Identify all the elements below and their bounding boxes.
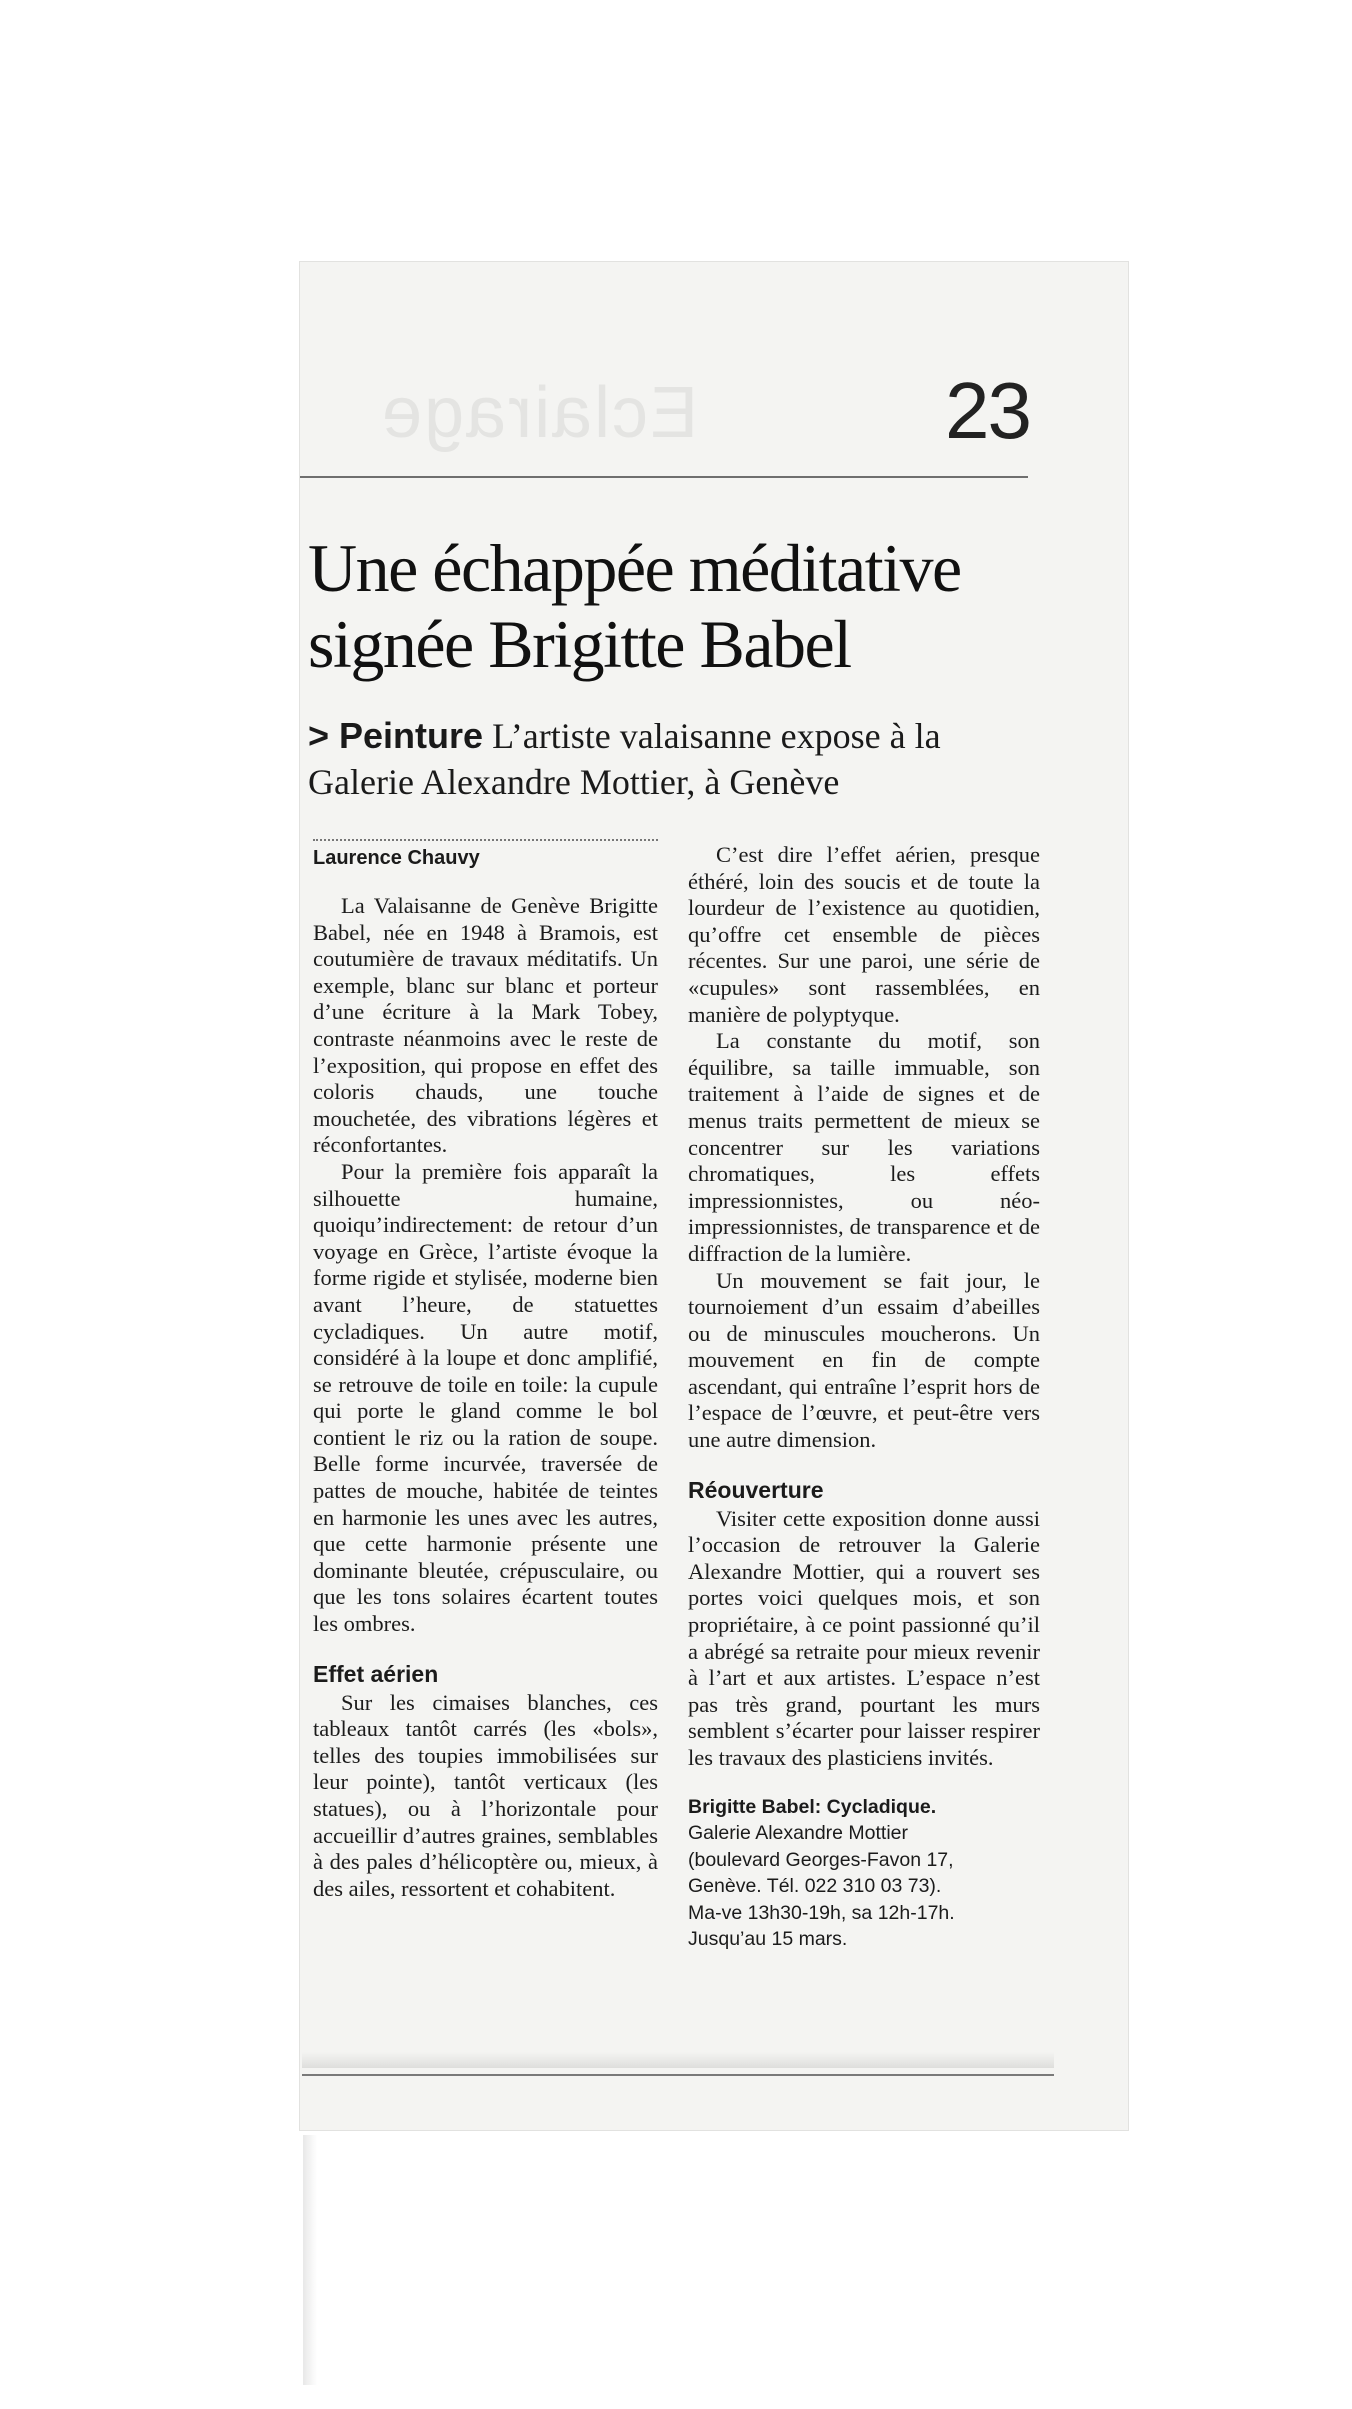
- info-phone: Genève. Tél. 022 310 03 73).: [688, 1875, 942, 1898]
- deck-text: L’artiste valaisanne expose à la Galerie Alexandre Mottier, à Genève: [308, 716, 941, 802]
- article-headline: Une échappée méditative signée Brigitte Babel: [308, 530, 961, 682]
- paragraph: La Valaisanne de Genève Brigitte Babel, née en 1948 à Bramois, est coutumière de travaux méditatifs. Un exemple, blanc sur blanc et porteur d’une écriture à la Mark Tobey, contraste néanmoins avec le reste de l’exposition, qui propose en effet des coloris chauds, une touche mouchetée, des vibrations légères et réconfortantes.: [313, 893, 658, 1158]
- info-end-date: Jusqu’au 15 mars.: [688, 1928, 848, 1951]
- section-header-bleedthrough: Eclairage: [380, 373, 699, 453]
- paragraph: Un mouvement se fait jour, le tournoiement d’un essaim d’abeilles ou de minuscules moucherons. Un mouvement en fin de compte ascendant, qui entraîne l’esprit hors de l’espace de l’œuvre, et peut-être vers une autre dimension.: [688, 1267, 1040, 1453]
- bottom-scan-shadow: [302, 2052, 1054, 2068]
- newspaper-clipping: [300, 262, 1128, 2130]
- subheading: Effet aérien: [313, 1660, 439, 1687]
- info-address: (boulevard Georges-Favon 17,: [688, 1848, 954, 1871]
- scan-edge: [303, 2135, 317, 2385]
- info-title: Brigitte Babel: Cycladique.: [688, 1795, 937, 1818]
- top-divider: [300, 476, 1028, 478]
- paragraph: Pour la première fois apparaît la silhouette humaine, quoiqu’indirectement: de retour d’un voyage en Grèce, l’artiste évoque la forme rigide et stylisée, moderne bien avant l’heure, de statuettes cycladiques. Un autre motif, considéré à la loupe et donc amplifié, se retrouve de toile en toile: la cupule qui porte le gland comme le bol contient le riz ou la ration de soupe. Belle forme incurvée, traversée de pattes de mouche, habitée de teintes en harmonie les unes avec les autres, que cette harmonie présente une dominante bleutée, crépusculaire, ou que les tons solaires écartent toutes les ombres.: [313, 1158, 658, 1637]
- byline-divider: [313, 839, 658, 841]
- byline: Laurence Chauvy: [313, 847, 480, 869]
- article-column-2: [688, 842, 1040, 1953]
- page-number: 23: [945, 366, 1030, 455]
- paragraph: C’est dire l’effet aérien, presque éthéré, loin des soucis et de toute la lourdeur de l’existence au quotidien, qu’offre cet ensemble de pièces récentes. Sur une paroi, une série de «cupules» sont rassemblées, en manière de polyptyque.: [688, 842, 1040, 1027]
- bottom-divider: [302, 2074, 1054, 2076]
- deck-kicker: > Peinture: [308, 715, 484, 756]
- exhibition-info-box: [688, 1794, 1040, 1953]
- paragraph: Visiter cette exposition donne aussi l’occasion de retrouver la Galerie Alexandre Mottier, qui a rouvert ses portes voici quelques mois, et son propriétaire, à ce point passionné qu’il a abrégé sa retraite pour mieux revenir à l’art et aux artistes. L’espace n’est pas très grand, pourtant les murs semblent s’écarter pour laisser respirer les travaux des plasticiens invités.: [688, 1505, 1040, 1770]
- paragraph: Sur les cimaises blanches, ces tableaux tantôt carrés (les «bols», telles des toupies immobilisées sur leur pointe), tantôt verticaux (les statues), ou à l’horizontale pour accueillir d’autres graines, semblables à des pales d’hélicoptère ou, mieux, à des ailes, ressortent et cohabitent.: [313, 1689, 658, 1901]
- info-hours: Ma-ve 13h30-19h, sa 12h-17h.: [688, 1901, 955, 1924]
- subheading: Réouverture: [688, 1476, 824, 1503]
- info-venue: Galerie Alexandre Mottier: [688, 1822, 909, 1845]
- article-column-1: [313, 839, 658, 1902]
- article-deck: [308, 713, 1028, 805]
- paragraph: La constante du motif, son équilibre, sa taille immuable, son traitement à l’aide de signes et de menus traits permettent de mieux se concentrer sur les variations chromatiques, les effets impressionnistes, ou néo-impressionnistes, de transparence et de diffraction de la lumière.: [688, 1028, 1040, 1266]
